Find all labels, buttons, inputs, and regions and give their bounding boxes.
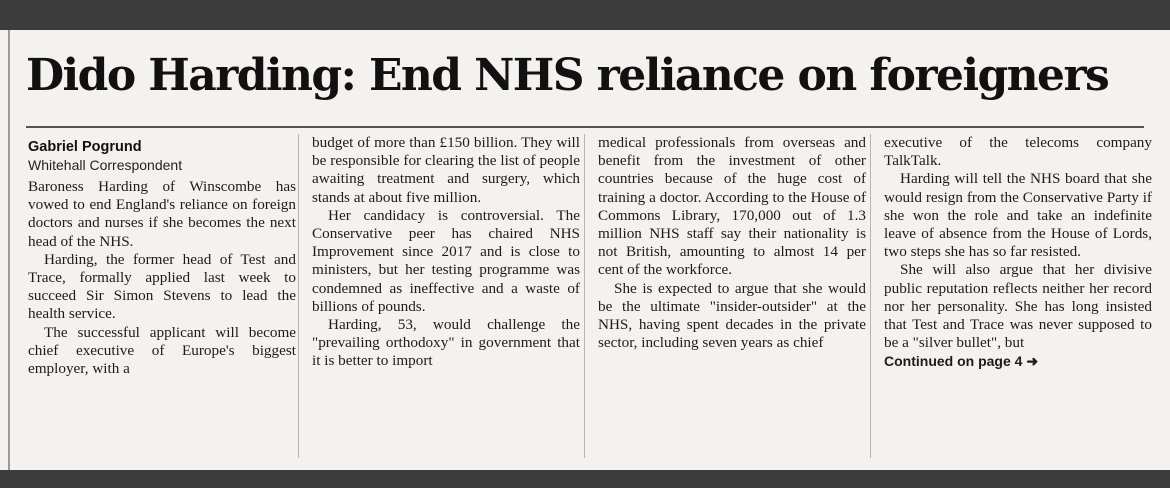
headline: Dido Harding: End NHS reliance on foreigners bbox=[26, 50, 1109, 101]
paragraph: executive of the telecoms company TalkTalk. bbox=[884, 134, 1152, 170]
paragraph: The successful applicant will become chief executive of Europe's biggest employer, with a bbox=[28, 323, 296, 378]
byline-name: Gabriel Pogrund bbox=[28, 139, 142, 155]
column-2 bbox=[312, 134, 580, 371]
paragraph: budget of more than £150 billion. They will be responsible for clearing the list of people awaiting treatment and surgery, which stands at about five million. bbox=[312, 134, 580, 206]
page-edge-rule bbox=[8, 30, 10, 470]
paragraph: Harding, 53, would challenge the "prevailing orthodoxy" in government that it is better to import bbox=[312, 316, 580, 370]
continued-on-page-link[interactable]: Continued on page 4 ➜ bbox=[884, 353, 1039, 370]
paragraph: Harding will tell the NHS board that she would resign from the Conservative Party if she won the role and take an indefinite leave of absence from the House of Lords, two steps she has so far resisted. bbox=[884, 170, 1152, 261]
column-divider bbox=[298, 134, 299, 458]
paragraph: Baroness Harding of Winscombe has vowed to end England's reliance on foreign doctors and nurses if she becomes the next head of the NHS. bbox=[28, 178, 296, 250]
column-1 bbox=[28, 134, 296, 378]
paragraph: medical professionals from overseas and benefit from the investment of other countries because of the huge cost of training a doctor. According to the House of Commons Library, 170,000 out of 1.3 million NHS staff say their nationality is not British, amounting to almost 14 per cent of the workforce. bbox=[598, 134, 866, 279]
paragraph: She will also argue that her divisive public reputation reflects neither her record nor her personality. She has long insisted that Test and Trace was never supposed to be a "silver bullet", but bbox=[884, 261, 1152, 352]
byline-role: Whitehall Correspondent bbox=[28, 157, 183, 173]
headline-rule bbox=[26, 126, 1144, 128]
paragraph: She is expected to argue that she would be the ultimate "insider-outsider" at the NHS, having spent decades in the private sector, including seven years as chief bbox=[598, 279, 866, 352]
paragraph: Her candidacy is controversial. The Conservative peer has chaired NHS Improvement since 2017 and is close to ministers, but her testing programme was condemned as ineffective and a waste of billions of pounds. bbox=[312, 206, 580, 315]
column-4 bbox=[884, 134, 1152, 372]
column-divider bbox=[584, 134, 585, 458]
column-3 bbox=[598, 134, 866, 352]
column-divider bbox=[870, 134, 871, 458]
paragraph: Harding, the former head of Test and Trace, formally applied last week to succeed Sir Simon Stevens to lead the health service. bbox=[28, 250, 296, 323]
newspaper-page bbox=[0, 30, 1170, 470]
